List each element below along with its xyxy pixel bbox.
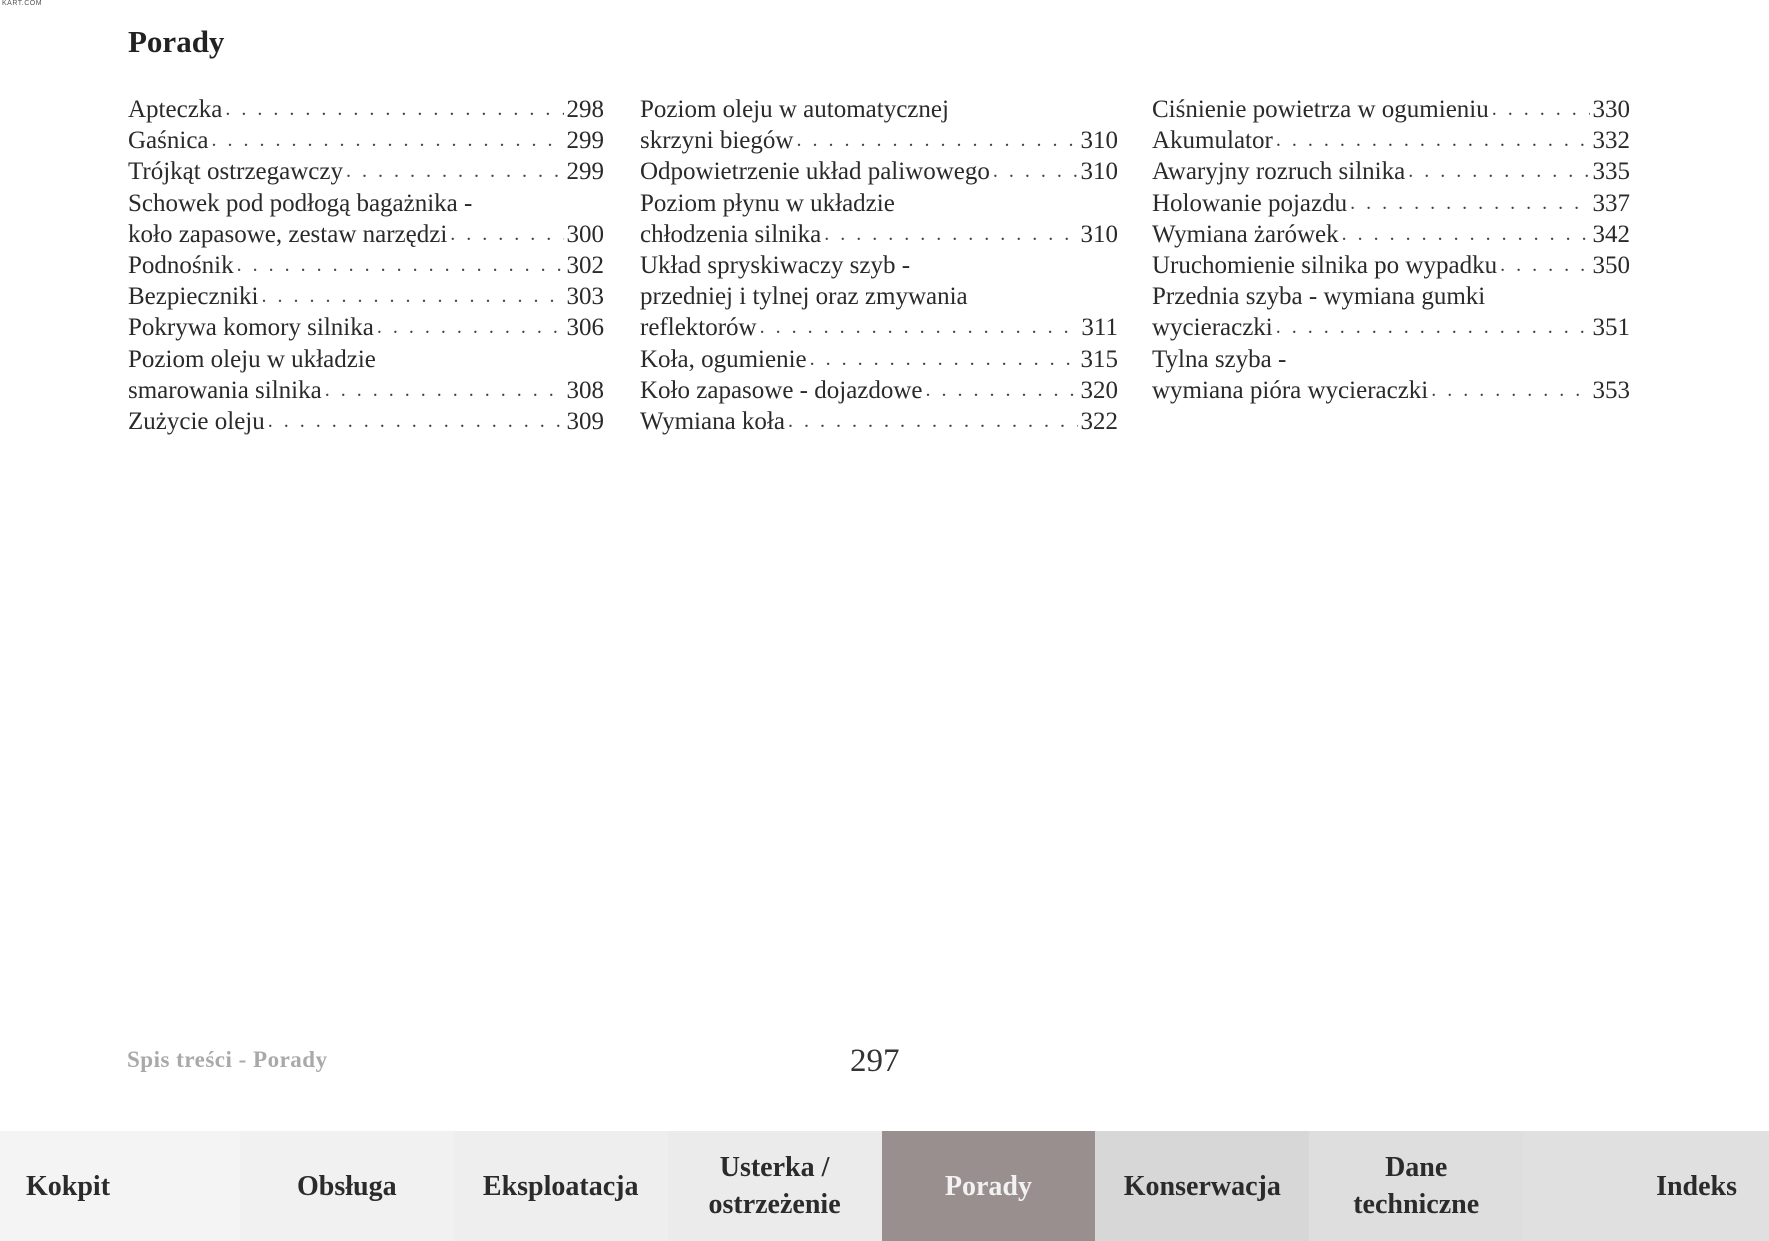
toc-entry[interactable] [1152, 125, 1630, 156]
toc-entry-label: Przednia szyba - wymiana gumki [1152, 283, 1486, 311]
toc-entry-label: Poziom płynu w układzie [640, 189, 895, 217]
tab-konserwacja[interactable] [1095, 1131, 1309, 1241]
toc-entry-label: Holowanie pojazdu [1152, 189, 1348, 217]
toc-entry-page: 315 [1080, 345, 1118, 373]
toc-entry-label: Pokrywa komory silnika [128, 314, 374, 342]
toc-entry-page: 311 [1081, 314, 1118, 342]
toc-entry[interactable] [128, 312, 604, 343]
toc-entry-label: chłodzenia silnika [640, 220, 822, 248]
toc-entry-page: 309 [566, 407, 604, 435]
toc-entry[interactable] [128, 406, 604, 437]
tab-label: Eksploatacja [482, 1170, 639, 1202]
toc-entry[interactable] [1152, 375, 1630, 406]
toc-entry-page: 299 [566, 158, 604, 186]
dot-leader [810, 344, 1078, 375]
toc-entry[interactable] [1152, 312, 1630, 343]
dot-leader [824, 219, 1077, 250]
toc-entry[interactable] [128, 219, 604, 250]
tab-dane-techniczne[interactable] [1309, 1131, 1523, 1241]
toc-entry-label: skrzyni biegów [640, 127, 794, 155]
toc-entry-label: reflektorów [640, 314, 757, 342]
toc-entry-line[interactable] [1152, 344, 1630, 375]
tab-porady[interactable] [882, 1131, 1096, 1241]
dot-leader [237, 250, 564, 281]
toc-entry-label: Zużycie oleju [128, 407, 265, 435]
tab-label: Obsługa [297, 1170, 397, 1202]
chapter-tab-bar [0, 1131, 1769, 1241]
toc-entry[interactable] [128, 250, 604, 281]
toc-entry[interactable] [1152, 188, 1630, 219]
dot-leader [1276, 312, 1590, 343]
page-title: Porady [128, 24, 225, 59]
toc-entry[interactable] [640, 312, 1118, 343]
toc-entry-page: 342 [1592, 220, 1630, 248]
toc-entry-label: Wymiana koła [640, 407, 785, 435]
toc-entry-label: Poziom oleju w automatycznej [640, 96, 949, 123]
dot-leader [760, 312, 1079, 343]
toc-entry-line[interactable] [640, 281, 1118, 312]
tab-obsluga[interactable] [240, 1131, 454, 1241]
dot-leader [262, 281, 564, 312]
toc-entry-page: 322 [1080, 407, 1118, 435]
dot-leader [346, 156, 564, 187]
toc-entry[interactable] [128, 125, 604, 156]
toc-entry[interactable] [128, 281, 604, 312]
toc-entry-label: Gaśnica [128, 127, 209, 155]
tab-label: Kokpit [26, 1170, 111, 1202]
tab-label: Dane techniczne [1353, 1152, 1480, 1220]
dot-leader [325, 375, 564, 406]
toc-entry[interactable] [640, 406, 1118, 437]
toc-entry-label: Uruchomienie silnika po wypadku [1152, 251, 1498, 279]
toc-entry-label: Koło zapasowe - dojazdowe [640, 376, 923, 404]
toc-entry-page: 310 [1080, 220, 1118, 248]
dot-leader [1342, 219, 1590, 250]
dot-leader [268, 406, 564, 437]
tab-label: Porady [944, 1170, 1032, 1202]
footer-section-label: Spis treści - Porady [127, 1047, 328, 1072]
toc-column-1 [128, 94, 604, 437]
toc-entry[interactable] [128, 156, 604, 187]
tab-label: Konserwacja [1123, 1170, 1281, 1202]
tab-kokpit[interactable] [0, 1131, 240, 1241]
toc-entry[interactable] [1152, 250, 1630, 281]
toc-column-3 [1152, 94, 1630, 406]
dot-leader [1350, 188, 1589, 219]
dot-leader [993, 156, 1078, 187]
dot-leader [377, 312, 564, 343]
toc-entry-label: wycieraczki [1152, 314, 1273, 342]
toc-entry-label: Tylna szyba - [1152, 345, 1287, 373]
toc-entry-label: smarowania silnika [128, 376, 322, 404]
toc-entry-line[interactable] [640, 94, 1118, 125]
toc-entry-label: Trójkąt ostrzegawczy [128, 158, 343, 186]
toc-entry-line[interactable] [128, 188, 604, 219]
toc-entry-page: 306 [566, 314, 604, 342]
toc-entry[interactable] [128, 375, 604, 406]
toc-entry[interactable] [1152, 94, 1630, 125]
toc-column-2 [640, 94, 1118, 437]
dot-leader [788, 406, 1078, 437]
toc-entry-label: Koła, ogumienie [640, 345, 807, 373]
toc-entry-label: Odpowietrzenie układ paliwowego [640, 158, 990, 186]
toc-entry[interactable] [640, 125, 1118, 156]
toc-entry-page: 320 [1080, 376, 1118, 404]
toc-entry-page: 300 [566, 220, 604, 248]
page-number: 297 [850, 1043, 900, 1079]
toc-entry-page: 298 [566, 96, 604, 123]
toc-entry-line[interactable] [640, 188, 1118, 219]
toc-entry-label: wymiana pióra wycieraczki [1152, 376, 1429, 404]
toc-entry[interactable] [1152, 156, 1630, 187]
toc-entry-page: 299 [566, 127, 604, 155]
dot-leader [450, 219, 563, 250]
dot-leader [796, 125, 1077, 156]
toc-entry-page: 310 [1080, 127, 1118, 155]
dot-leader [1431, 375, 1589, 406]
tab-usterka-ostrzezenie[interactable] [668, 1131, 882, 1241]
watermark-text: KART.COM [2, 0, 43, 7]
toc-entry-label: Podnośnik [128, 251, 234, 279]
tab-indeks[interactable] [1523, 1131, 1769, 1241]
toc-entry-label: Układ spryskiwaczy szyb - [640, 251, 911, 279]
toc-entry-page: 302 [566, 251, 604, 279]
toc-entry-line[interactable] [128, 344, 604, 375]
toc-entry-line[interactable] [640, 250, 1118, 281]
toc-entry-label: koło zapasowe, zestaw narzędzi [128, 220, 448, 248]
tab-label: Usterka / ostrzeżenie [708, 1152, 841, 1220]
toc-entry-label: Ciśnienie powietrza w ogumieniu [1152, 96, 1489, 123]
toc-entry-page: 351 [1592, 314, 1630, 342]
toc-entry-label: Poziom oleju w układzie [128, 345, 376, 373]
toc-entry-page: 337 [1592, 189, 1630, 217]
dot-leader [1492, 94, 1590, 125]
toc-entry-label: Apteczka [128, 96, 223, 123]
toc-entry[interactable] [128, 94, 604, 125]
toc-entry[interactable] [640, 344, 1118, 375]
dot-leader [1276, 125, 1590, 156]
toc-entry[interactable] [1152, 219, 1630, 250]
toc-entry-label: Schowek pod podłogą bagażnika - [128, 189, 473, 217]
toc-entry-label: Awaryjny rozruch silnika [1152, 158, 1406, 186]
toc-entry-label: Bezpieczniki [128, 283, 259, 311]
toc-entry-page: 332 [1592, 127, 1630, 155]
toc-entry-page: 330 [1592, 96, 1630, 123]
toc-entry[interactable] [640, 156, 1118, 187]
dot-leader [225, 94, 563, 125]
toc-entry-page: 353 [1592, 376, 1630, 404]
toc-entry-page: 335 [1592, 158, 1630, 186]
toc-entry-label: Akumulator [1152, 127, 1273, 155]
toc-entry-page: 350 [1592, 251, 1630, 279]
toc-entry-page: 310 [1080, 158, 1118, 186]
toc-entry-line[interactable] [1152, 281, 1630, 312]
toc-entry[interactable] [640, 375, 1118, 406]
dot-leader [212, 125, 564, 156]
dot-leader [1500, 250, 1589, 281]
dot-leader [926, 375, 1078, 406]
tab-label: Indeks [1656, 1170, 1737, 1202]
tab-eksploatacja[interactable] [454, 1131, 668, 1241]
toc-entry-label: przedniej i tylnej oraz zmywania [640, 283, 968, 311]
toc-entry-label: Wymiana żarówek [1152, 220, 1339, 248]
toc-entry-page: 303 [566, 283, 604, 311]
toc-entry[interactable] [640, 219, 1118, 250]
toc-entry-page: 308 [566, 376, 604, 404]
dot-leader [1408, 156, 1589, 187]
